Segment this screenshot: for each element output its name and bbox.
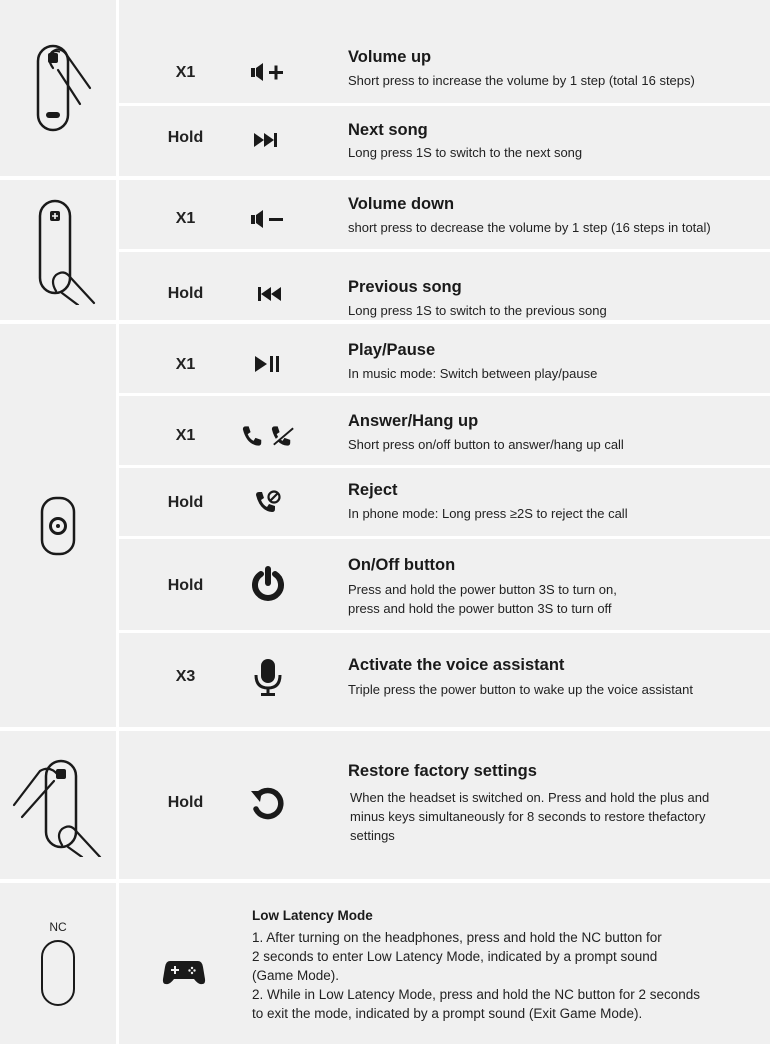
nc-label: NC xyxy=(49,919,67,934)
feature-description: Triple press the power button to wake up the voice assistant xyxy=(348,682,693,697)
previous-track-icon xyxy=(239,282,297,306)
feature-title: Next song xyxy=(348,121,428,139)
press-count: X3 xyxy=(175,668,196,685)
row-answer-hangup xyxy=(119,396,770,465)
feature-title: Restore factory settings xyxy=(348,762,537,780)
row-volume-down xyxy=(119,180,770,249)
finger-press-minus-icon xyxy=(18,195,98,305)
finger-press-plus-icon xyxy=(18,38,98,138)
volume-down-icon xyxy=(239,207,297,231)
gamepad-icon xyxy=(155,957,213,987)
feature-title: Volume up xyxy=(348,48,432,66)
feature-title: Play/Pause xyxy=(348,341,436,359)
press-count: Hold xyxy=(167,577,204,594)
press-count: Hold xyxy=(167,794,204,811)
feature-title: Low Latency Mode xyxy=(252,908,373,923)
section-plus-key xyxy=(0,0,770,176)
feature-description: Long press 1S to switch to the next song xyxy=(348,145,583,160)
section-power-button xyxy=(0,324,770,727)
press-count: Hold xyxy=(167,285,204,302)
minus-press-diagram xyxy=(0,180,116,320)
row-volume-up xyxy=(119,0,770,103)
volume-up-icon xyxy=(239,60,297,84)
press-count: X1 xyxy=(175,210,196,227)
power-button-device-icon xyxy=(38,494,78,558)
row-reject xyxy=(119,468,770,536)
power-button-diagram xyxy=(0,324,116,727)
feature-title: Reject xyxy=(348,481,398,499)
feature-description: 1. After turning on the headphones, press and hold the NC button for 2 seconds to enter Low Latency Mode, indicated by a prompt sound (Game Mode). 2. While in Low Latency Mode, press and hold the NC button for 2 seconds to exit the mode, indicated by a prompt sound (Exit Game Mode). xyxy=(252,930,701,1021)
feature-description: When the headset is switched on. Press and hold the plus and minus keys simultaneously for 8 seconds to restore thefactory settings xyxy=(350,790,710,843)
feature-title: Answer/Hang up xyxy=(348,412,479,430)
power-icon xyxy=(239,565,297,605)
microphone-icon xyxy=(239,657,297,697)
feature-description: Short press on/off button to answer/hang up call xyxy=(348,437,624,452)
row-previous-song xyxy=(119,252,770,320)
feature-title: On/Off button xyxy=(348,556,456,574)
feature-description: Long press 1S to switch to the previous song xyxy=(348,303,607,318)
press-count: X1 xyxy=(175,356,196,373)
row-on-off-button xyxy=(119,539,770,630)
answer-hangup-icon xyxy=(239,422,297,450)
press-count: X1 xyxy=(175,427,196,444)
section-restore-factory xyxy=(0,731,770,879)
feature-description: short press to decrease the volume by 1 step (16 steps in total) xyxy=(348,220,711,235)
section-minus-key xyxy=(0,180,770,320)
row-restore-factory xyxy=(119,731,770,879)
row-next-song xyxy=(119,106,770,176)
press-count: Hold xyxy=(167,129,204,146)
row-voice-assistant xyxy=(119,633,770,727)
press-count: Hold xyxy=(167,494,204,511)
row-play-pause xyxy=(119,324,770,393)
plus-press-diagram xyxy=(0,0,116,176)
feature-title: Previous song xyxy=(348,278,462,296)
feature-title: Activate the voice assistant xyxy=(348,656,565,674)
section-nc-button xyxy=(0,883,770,1044)
play-pause-icon xyxy=(239,352,297,376)
nc-button-diagram xyxy=(0,883,116,1044)
feature-description: In music mode: Switch between play/pause xyxy=(348,366,598,381)
nc-button-device-icon xyxy=(38,938,78,1008)
reject-call-icon xyxy=(239,488,297,516)
finger-press-both-keys-icon xyxy=(10,753,106,857)
feature-description: Short press to increase the volume by 1 step (total 16 steps) xyxy=(348,73,695,88)
row-low-latency-mode xyxy=(119,883,770,1044)
both-keys-press-diagram xyxy=(0,731,116,879)
next-track-icon xyxy=(239,128,297,152)
restore-icon xyxy=(239,783,297,823)
feature-description: Press and hold the power button 3S to turn on, press and hold the power button 3S to turn off xyxy=(348,582,617,616)
press-count: X1 xyxy=(175,64,196,81)
feature-description: In phone mode: Long press ≥2S to reject the call xyxy=(348,506,628,521)
feature-title: Volume down xyxy=(348,195,455,213)
